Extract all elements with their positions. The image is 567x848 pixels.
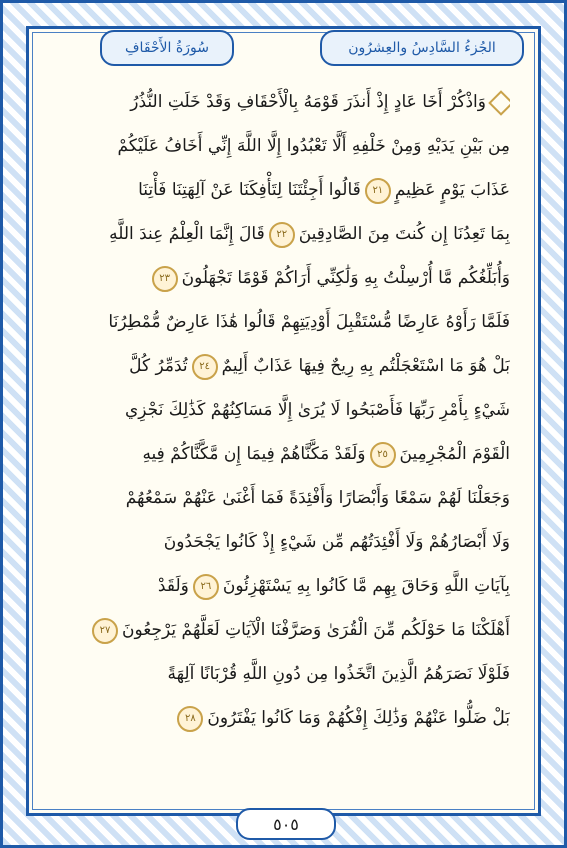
ayah-number-28: ٢٨ <box>177 706 203 732</box>
rub-el-hizb-icon <box>488 90 510 115</box>
text-line-10: وَجَعَلْنَا لَهُمْ سَمْعًا وَأَبْصَارًا وَأَفْئِدَةً فَمَا أَغْنَىٰ عَنْهُمْ سَمْعُهُمْ <box>125 488 510 508</box>
text-line-7: بَلْ هُوَ مَا اسْتَعْجَلْتُم بِهِ رِيحٌ فِيهَا عَذَابٌ أَلِيمٌ٢٤تُدَمِّرُ كُلَّ <box>60 344 510 388</box>
ayah-number-25: ٢٥ <box>370 442 396 468</box>
text-line-9: الْقَوْمَ الْمُجْرِمِينَ٢٥وَلَقَدْ مَكَّنَّاهُمْ فِيمَا إِن مَّكَّنَّاكُمْ فِيهِ <box>60 432 510 476</box>
text-line-8: شَيْءٍ بِأَمْرِ رَبِّهَا فَأَصْبَحُوا لَا يُرَىٰ إِلَّا مَسَاكِنُهُمْ كَذَٰلِكَ نَجْزِي <box>124 400 510 420</box>
ayah-number-27: ٢٧ <box>92 618 118 644</box>
text-line-2: مِن بَيْنِ يَدَيْهِ وَمِنْ خَلْفِهِ أَلَّا تَعْبُدُوا إِلَّا اللَّهَ إِنِّي أَخَافُ عَلَيْكُمْ <box>117 136 510 156</box>
text-line-4: بِمَا تَعِدُنَا إِن كُنتَ مِنَ الصَّادِقِينَ٢٢قَالَ إِنَّمَا الْعِلْمُ عِندَ اللَّهِ <box>60 212 510 256</box>
text-line-14: فَلَوْلَا نَصَرَهُمُ الَّذِينَ اتَّخَذُوا مِن دُونِ اللَّهِ قُرْبَانًا آلِهَةً <box>167 664 510 684</box>
text-line-11: وَلَا أَبْصَارُهُمْ وَلَا أَفْئِدَتُهُم مِّن شَيْءٍ إِذْ كَانُوا يَجْحَدُونَ <box>163 532 510 552</box>
ayah-number-21: ٢١ <box>365 178 391 204</box>
text-line-6: فَلَمَّا رَأَوْهُ عَارِضًا مُّسْتَقْبِلَ أَوْدِيَتِهِمْ قَالُوا هَٰذَا عَارِضٌ مُّمْطِرُنَا <box>108 312 510 332</box>
text-line-1: وَاذْكُرْ أَخَا عَادٍ إِذْ أَنذَرَ قَوْمَهُ بِالْأَحْقَافِ وَقَدْ خَلَتِ النُّذُرُ <box>60 80 510 124</box>
text-line-15: بَلْ ضَلُّوا عَنْهُمْ وَذَٰلِكَ إِفْكُهُمْ وَمَا كَانُوا يَفْتَرُونَ٢٨ <box>60 696 510 740</box>
text-line-13: أَهْلَكْنَا مَا حَوْلَكُم مِّنَ الْقُرَىٰ وَصَرَّفْنَا الْآيَاتِ لَعَلَّهُمْ يَرْجِعُونَ٢٧ <box>60 608 510 652</box>
text-line-5: وَأُبَلِّغُكُم مَّا أُرْسِلْتُ بِهِ وَلَٰكِنِّي أَرَاكُمْ قَوْمًا تَجْهَلُونَ٢٣ <box>60 256 510 300</box>
juz-name-header: الجُزءُ السَّادِسُ والعِشرُون <box>320 30 524 66</box>
surah-name-header: سُورَةُ الأَحْقَافِ <box>100 30 234 66</box>
quran-text <box>60 80 510 780</box>
text-line-12: بِآيَاتِ اللَّهِ وَحَاقَ بِهِم مَّا كَانُوا بِهِ يَسْتَهْزِئُونَ٢٦وَلَقَدْ <box>60 564 510 608</box>
ayah-number-26: ٢٦ <box>193 574 219 600</box>
page-number: ٥٠٥ <box>236 808 336 840</box>
ayah-number-23: ٢٣ <box>152 266 178 292</box>
text-line-3: عَذَابَ يَوْمٍ عَظِيمٍ٢١قَالُوا أَجِئْتَنَا لِتَأْفِكَنَا عَنْ آلِهَتِنَا فَأْتِنَا <box>60 168 510 212</box>
ayah-number-24: ٢٤ <box>192 354 218 380</box>
ayah-number-22: ٢٢ <box>269 222 295 248</box>
